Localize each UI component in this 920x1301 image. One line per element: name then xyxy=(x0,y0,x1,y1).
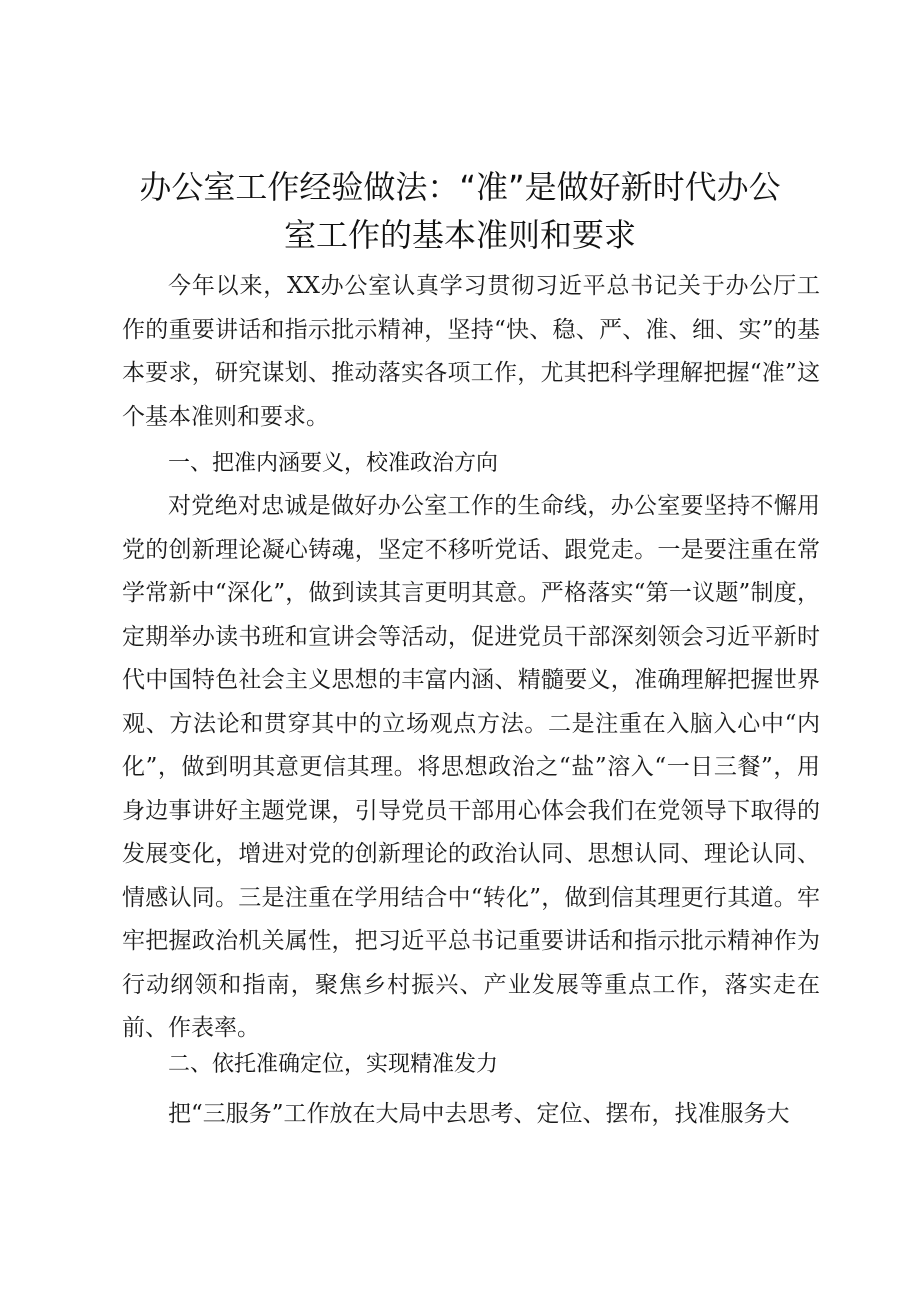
section-2-heading: 二、依托准确定位，实现精准发力 xyxy=(168,1052,499,1077)
section-1-heading: 一、把准内涵要义，校准政治方向 xyxy=(168,451,499,476)
title-line-1: 办公室工作经验做法：“准”是做好新时代办公 xyxy=(139,168,781,206)
title-line-2: 室工作的基本准则和要求 xyxy=(283,216,636,254)
intro-paragraph: 今年以来，XX办公室认真学习贯彻习近平总书记关于办公厅工作的重要讲话和指示批示精神，坚持“快、稳、严、准、细、实”的基本要求，研究谋划、推动落实各项工作，尤其把科学理解把握“准”这个基本准则和要求。 xyxy=(122,273,820,430)
section-1-paragraph: 对党绝对忠诚是做好办公室工作的生命线，办公室要坚持不懈用党的创新理论凝心铸魂，坚定不移听党话、跟党走。一是要注重在常学常新中“深化”，做到读其言更明其意。严格落实“第一议题”制度，定期举办读书班和宣讲会等活动，促进党员干部深刻领会习近平新时代中国特色社会主义思想的丰富内涵、精髓要义，准确理解把握世界观、方法论和贯穿其中的立场观点方法。二是注重在入脑入心中“内化”，做到明其意更信其理。将思想政治之“盐”溶入“一日三餐”，用身边事讲好主题党课，引导党员干部用心体会我们在党领导下取得的发展变化，增进对党的创新理论的政治认同、思想认同、理论认同、情感认同。三是注重在学用结合中“转化”，做到信其理更行其道。牢牢把握政治机关属性，把习近平总书记重要讲话和指示批示精神作为行动纲领和指南，聚焦乡村振兴、产业发展等重点工作，落实走在前、作表率。 xyxy=(122,493,820,1041)
section-2-paragraph: 把“三服务”工作放在大局中去思考、定位、摆布，找准服务大 xyxy=(168,1101,790,1127)
document-title xyxy=(110,163,810,259)
